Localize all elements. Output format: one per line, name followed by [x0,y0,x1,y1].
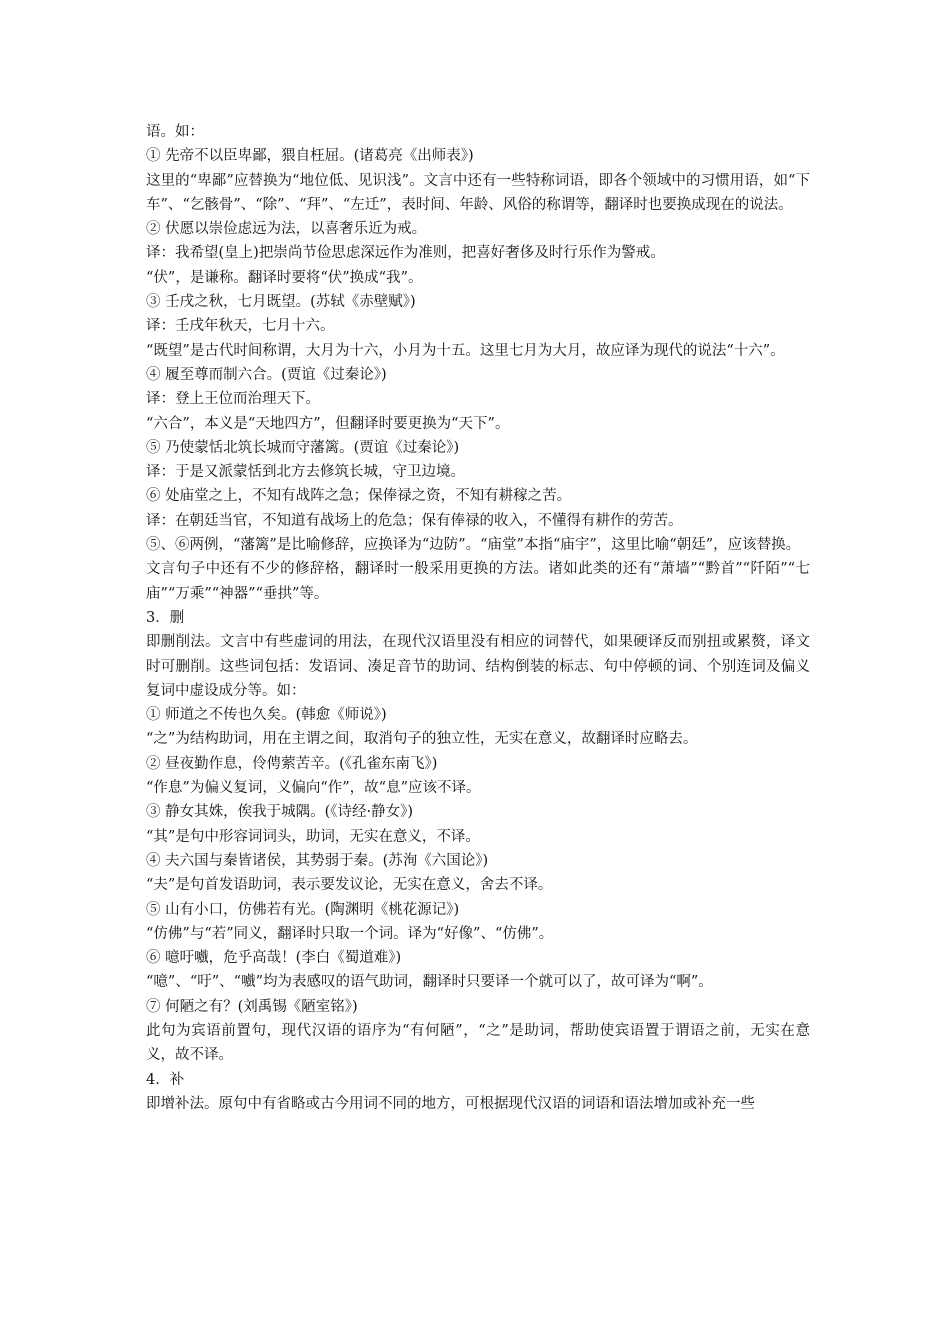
explanation-paragraph: “伏”，是谦称。翻译时要将“伏”换成“我”。 [146,269,423,286]
document-body [146,120,810,1116]
example-sentence: ⑥ 噫吁嚱，危乎高哉！(李白《蜀道难》) [146,950,402,967]
example-sentence: ③ 静女其姝，俟我于城隅。(《诗经·静女》) [146,804,414,821]
example-sentence: ④ 夫六国与秦皆诸侯，其势弱于秦。(苏洵《六国论》) [146,852,489,869]
example-sentence: ② 昼夜勤作息，伶俜萦苦辛。(《孔雀东南飞》) [146,755,438,772]
translation-line: 译：于是又派蒙恬到北方去修筑长城，守卫边境。 [146,464,465,481]
explanation-paragraph: “其”是句中形容词词头，助词，无实在意义，不译。 [146,828,480,845]
explanation-paragraph: 文言句子中还有不少的修辞格，翻译时一般采用更换的方法。诸如此类的还有“萧墙”“黔首”“阡陌”“七庙”“万乘”“神器”“垂拱”等。 [146,561,810,602]
explanation-paragraph: “夫”是句首发语助词，表示要发议论，无实在意义，舍去不译。 [146,877,553,894]
translation-line: 译：登上王位而治理天下。 [146,391,320,408]
explanation-paragraph: “之”为结构助词，用在主谓之间，取消句子的独立性，无实在意义，故翻译时应略去。 [146,731,698,748]
translation-line: 译：壬戌年秋天，七月十六。 [146,318,335,335]
translation-line: 译：在朝廷当官，不知道有战场上的危急；保有俸禄的收入，不懂得有耕作的劳苦。 [146,512,683,529]
section-heading: 4．补 [146,1071,185,1088]
explanation-paragraph: 这里的“卑鄙”应替换为“地位低、见识浅”。文言中还有一些特称词语，即各个领域中的习惯用语，如“下车”、“乞骸骨”、“除”、“拜”、“左迁”，表时间、年龄、风俗的称谓等，翻译时也要换成现在的说法。 [146,172,810,213]
example-sentence: ⑦ 何陋之有？(刘禹锡《陋室铭》) [146,998,358,1015]
explanation-paragraph: “既望”是古代时间称谓，大月为十六，小月为十五。这里七月为大月，故应译为现代的说法“十六”。 [146,342,785,359]
explanation-paragraph: “作息”为偏义复词，义偏向“作”，故“息”应该不译。 [146,780,481,797]
section-heading: 3．删 [146,609,185,626]
example-sentence: ⑤ 乃使蒙恬北筑长城而守藩篱。(贾谊《过秦论》) [146,439,460,456]
example-sentence: ① 师道之不传也久矣。(韩愈《师说》) [146,707,387,724]
translation-line: 译：我希望(皇上)把崇尚节俭思虑深远作为准则，把喜好奢侈及时行乐作为警戒。 [146,245,665,262]
text-line: 语。如： [146,124,204,140]
example-sentence: ④ 履至尊而制六合。(贾谊《过秦论》) [146,366,387,383]
explanation-paragraph: 即增补法。原句中有省略或古今用词不同的地方，可根据现代汉语的词语和语法增加或补充一些 [146,1095,755,1112]
explanation-paragraph: ⑤、⑥两例，“藩篱”是比喻修辞，应换译为“边防”。“庙堂”本指“庙宇”，这里比喻“朝廷”，应该替换。 [146,537,801,554]
explanation-paragraph: “噫”、“吁”、“嚱”均为表感叹的语气助词，翻译时只要译一个就可以了，故可译为“啊”。 [146,974,713,991]
example-sentence: ② 伏愿以崇俭虑远为法，以喜奢乐近为戒。 [146,221,427,238]
explanation-paragraph: 即删削法。文言中有些虚词的用法，在现代汉语里没有相应的词替代，如果硬译反而别扭或累赘，译文时可删削。这些词包括：发语词、凑足音节的助词、结构倒装的标志、句中停顿的词、个别连词及偏义复词中虚设成分等。如： [146,634,810,699]
explanation-paragraph: “六合”，本义是“天地四方”，但翻译时要更换为“天下”。 [146,415,510,432]
explanation-paragraph: “仿佛”与“若”同义，翻译时只取一个词。译为“好像”、“仿佛”。 [146,925,554,942]
example-sentence: ③ 壬戌之秋，七月既望。(苏轼《赤壁赋》) [146,294,416,311]
example-sentence: ⑤ 山有小口，仿佛若有光。(陶渊明《桃花源记》) [146,901,460,918]
explanation-paragraph: 此句为宾语前置句，现代汉语的语序为“有何陋”，“之”是助词，帮助使宾语置于谓语之前，无实在意义，故不译。 [146,1022,810,1064]
example-sentence: ⑥ 处庙堂之上，不知有战阵之急；保俸禄之资，不知有耕稼之苦。 [146,488,572,505]
example-sentence: ① 先帝不以臣卑鄙，猥自枉屈。(诸葛亮《出师表》) [146,148,474,165]
